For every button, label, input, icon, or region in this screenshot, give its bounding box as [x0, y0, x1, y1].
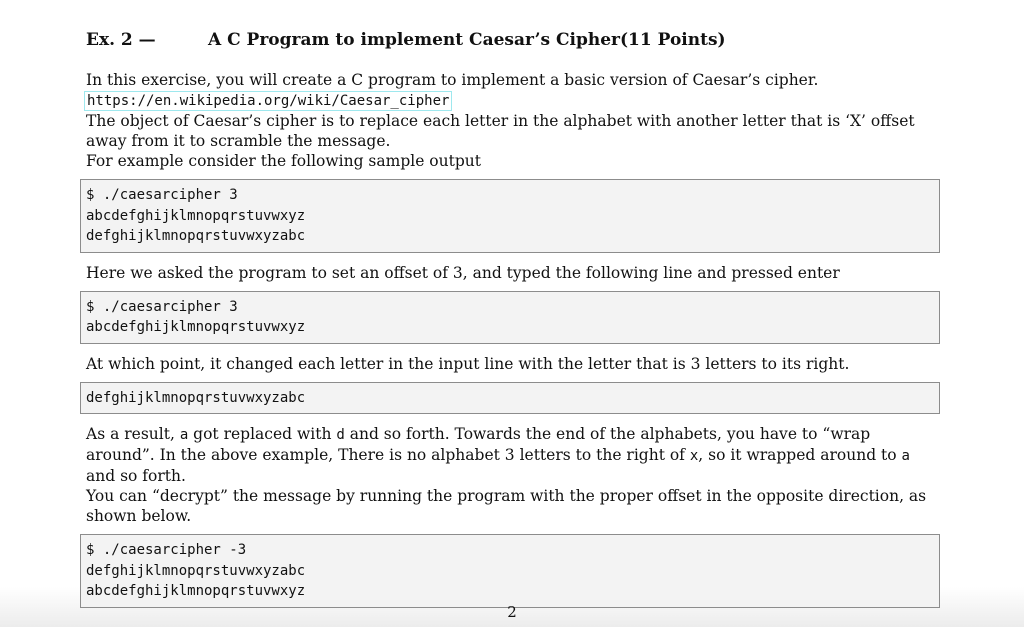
inline-code: a: [901, 448, 910, 464]
inline-code: x: [689, 448, 699, 464]
code-line: defghijklmnopqrstuvwxyzabc: [86, 562, 306, 579]
page-number: 2: [507, 603, 517, 621]
wrap-around-explanation: [86, 424, 938, 486]
text-span: and so forth. Towards the end of the alphabets, you have to “wrap around”. In the above example, There is no alphabet 3 letters to the right of: [86, 425, 871, 464]
code-block-input: [80, 291, 940, 344]
code-line: $ ./caesarcipher 3: [86, 187, 238, 203]
exercise-header: [86, 30, 938, 50]
text-span: got replaced with: [188, 425, 337, 443]
code-line: abcdefghijklmnopqrstuvwxyz: [86, 207, 306, 224]
text-span: , so it wrapped around to: [698, 446, 902, 464]
inline-code: d: [336, 427, 345, 443]
decrypt-explanation: You can “decrypt” the message by running the program with the proper offset in the opposite direction, as shown below.: [86, 487, 927, 525]
cipher-description: The object of Caesar’s cipher is to replace each letter in the alphabet with another letter that is ‘X’ offset away from it to scramble the message.: [86, 112, 915, 150]
code-line: defghijklmnopqrstuvwxyzabc: [86, 228, 306, 244]
code-line: $ ./caesarcipher 3: [86, 298, 238, 315]
example-intro: For example consider the following sample output: [86, 152, 481, 170]
code-line: abcdefghijklmnopqrstuvwxyz: [86, 583, 306, 599]
wikipedia-link[interactable]: https://en.wikipedia.org/wiki/Caesar_cipher: [84, 91, 452, 111]
code-block-decrypt: [80, 534, 940, 608]
text-span: As a result,: [86, 425, 180, 443]
code-line: abcdefghijklmnopqrstuvwxyz: [86, 319, 306, 335]
intro-line: In this exercise, you will create a C program to implement a basic version of Caesar’s cipher.: [86, 71, 819, 89]
shift-explanation: At which point, it changed each letter in the input line with the letter that is 3 letters to its right.: [86, 354, 850, 373]
code-block-output: [80, 382, 940, 415]
code-line: defghijklmnopqrstuvwxyzabc: [86, 389, 306, 406]
exercise-label: Ex. 2 —: [86, 30, 156, 50]
exercise-title: A C Program to implement Caesar’s Cipher(11 Points): [208, 30, 726, 50]
document-content: [86, 30, 938, 618]
inline-code: a: [179, 427, 189, 443]
code-block-sample-output: [80, 179, 940, 253]
code-line: $ ./caesarcipher -3: [86, 542, 247, 558]
offset-explanation: Here we asked the program to set an offset of 3, and typed the following line and pressed enter: [86, 263, 840, 282]
text-span: and so forth.: [86, 467, 186, 485]
